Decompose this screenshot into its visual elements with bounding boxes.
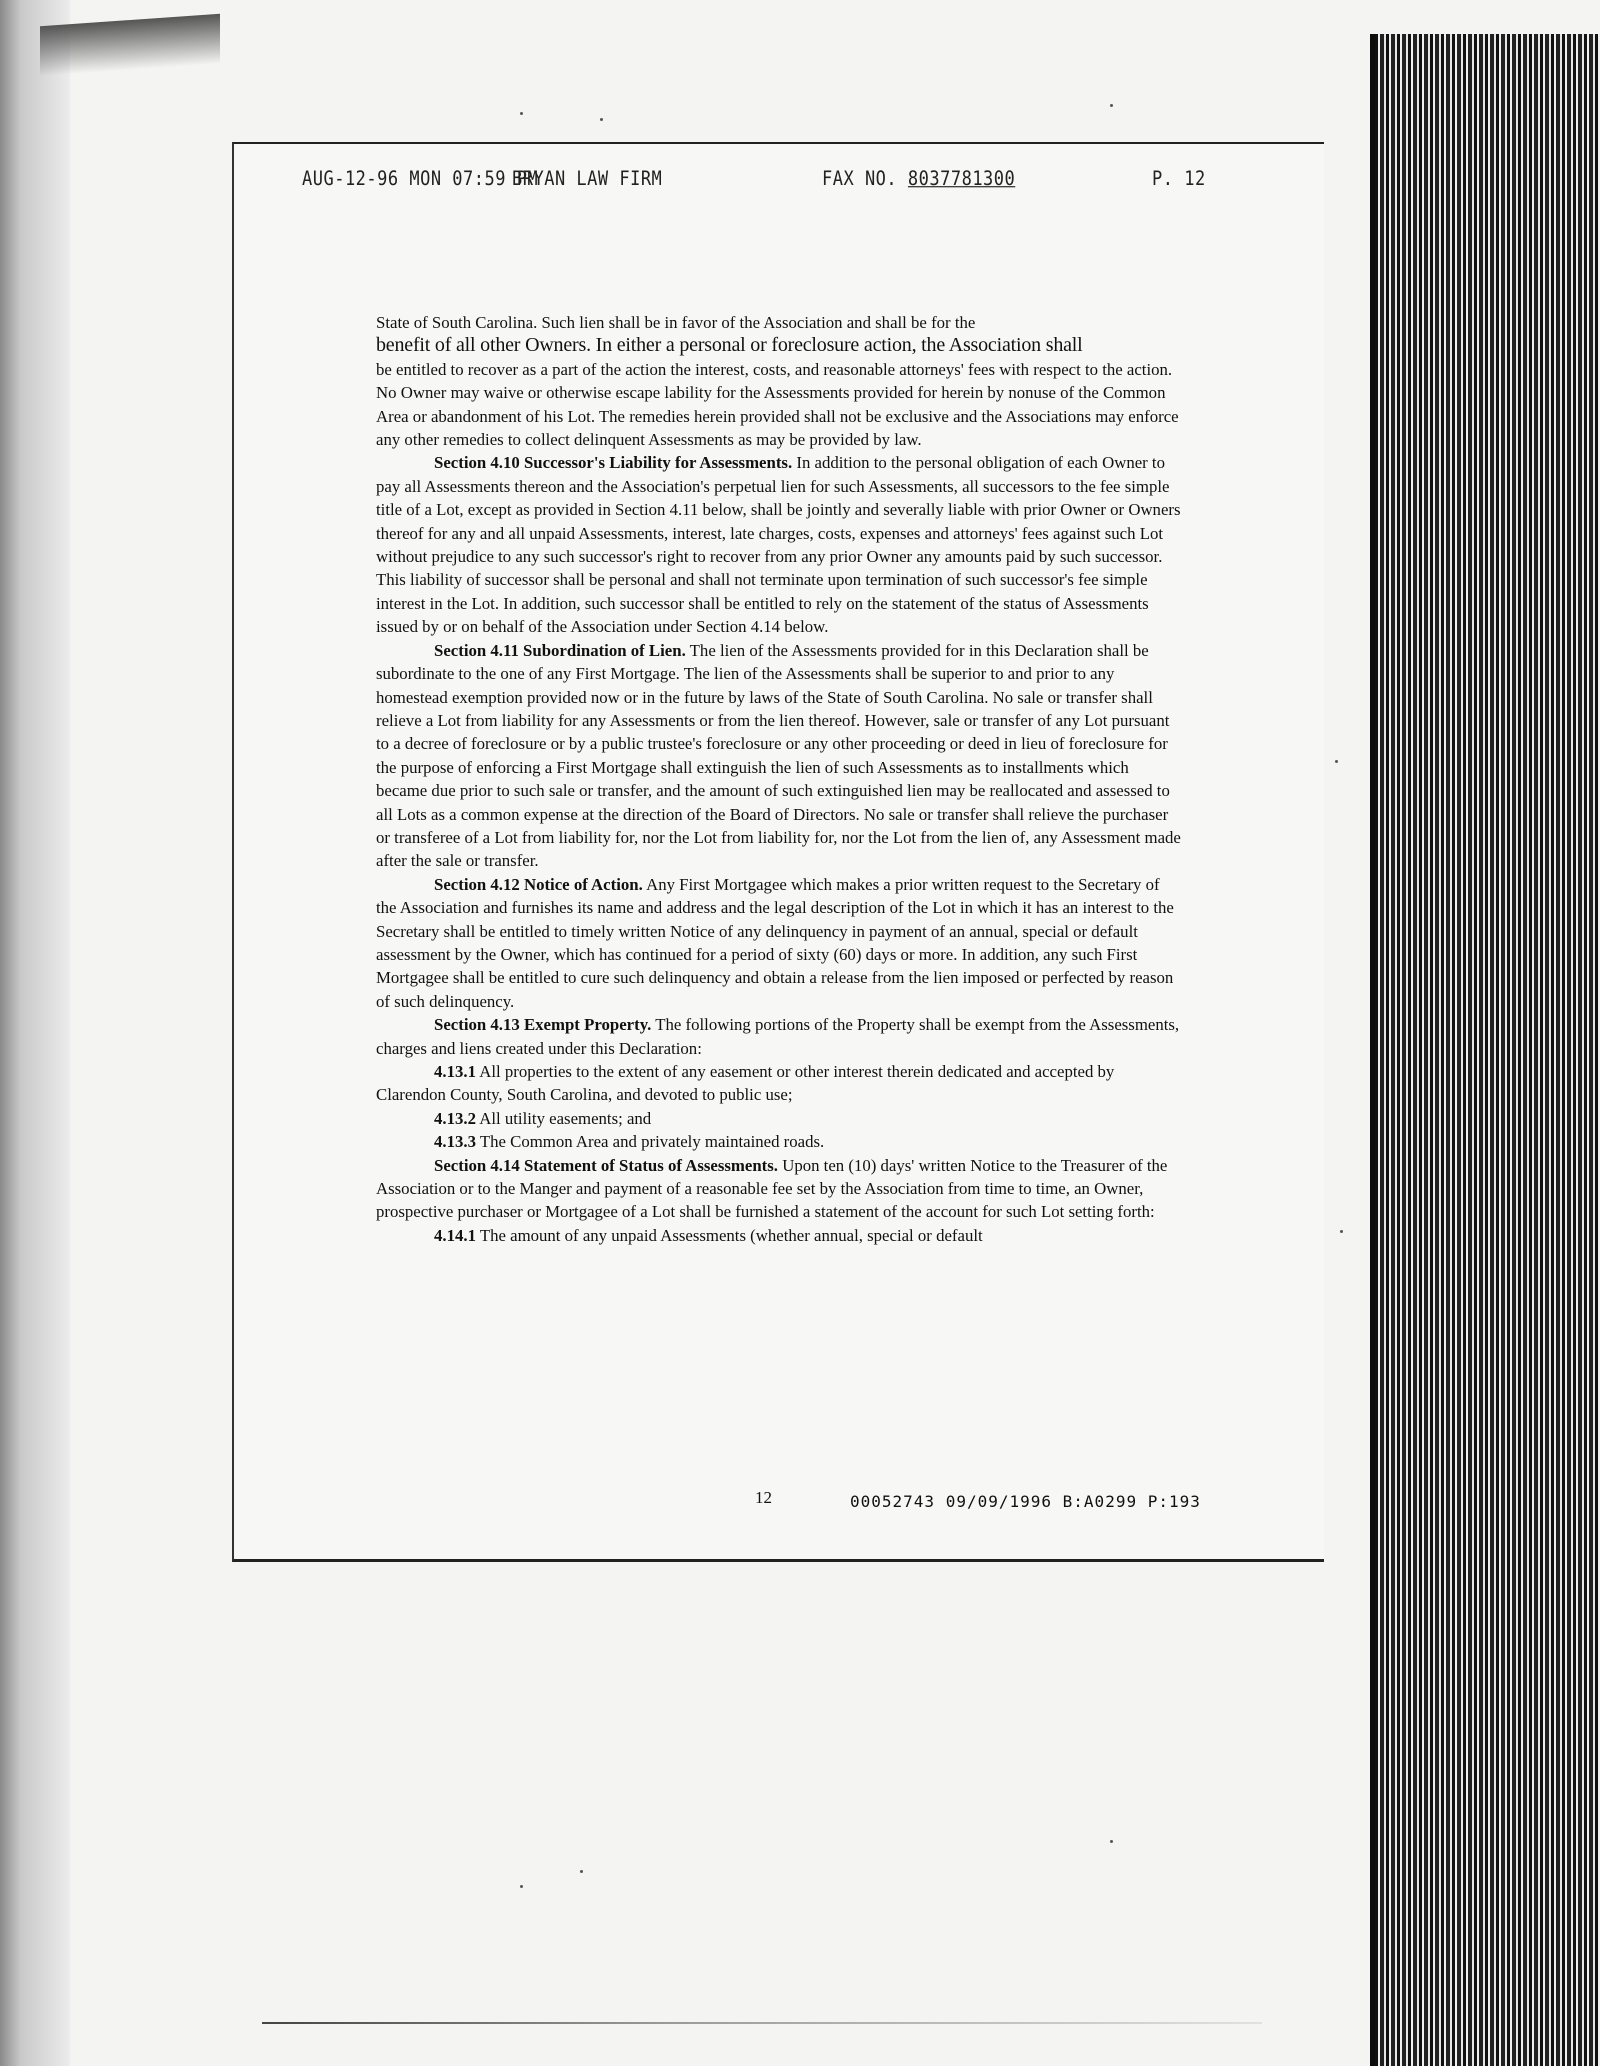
subsection-text: All utility easements; and (475, 1108, 652, 1128)
section-heading: Section 4.12 Notice of Action. (434, 874, 643, 894)
section-heading: Section 4.14 Statement of Status of Assessments. (434, 1155, 778, 1175)
document-body (376, 311, 1182, 1247)
subsection-number: 4.13.2 (434, 1108, 476, 1128)
fax-number: 8037781300 (907, 167, 1016, 191)
section-4-12 (376, 873, 1182, 1013)
subsection-text: The Common Area and privately maintained roads. (475, 1132, 825, 1152)
book-binding (1375, 34, 1600, 2066)
text-block: be entitled to recover as a part of the action the interest, costs, and reasonable attorneys' fees with respect to the action. No Owner may waive or otherwise escape lability for the Assessments provided for herein by nonuse of the Common Area or abandonment of his Lot. The remedies herein provided shall not be exclusive and the Associations may enforce any other remedies to collect delinquent Assessments as may be provided by law. (376, 359, 1179, 450)
fax-sender-firm: BRYAN LAW FIRM (512, 167, 663, 191)
text-line: benefit of all other Owners. In either a personal or foreclosure action, the Association shall (376, 334, 1083, 357)
subsection-4-13-2 (376, 1107, 1182, 1130)
subsection-4-14-1 (376, 1224, 1182, 1247)
fax-date-time: AUG-12-96 MON 07:59 PM (302, 167, 539, 191)
text-line: State of South Carolina. Such lien shall be in favor of the Association and shall be for the (376, 313, 976, 332)
section-4-10 (376, 451, 1182, 638)
subsection-text: All properties to the extent of any easement or other interest therein dedicated and accepted by Clarendon County, South Carolina, and devoted to public use; (376, 1062, 1115, 1105)
scan-left-shadow (0, 0, 70, 2066)
section-text: Upon ten (10) days' written Notice to the Treasurer of the Association or to the Manger and payment of a reasonable fee set by the Association from time to time, an Owner, prospective purchaser or Mortgagee of a Lot shall be furnished a statement of the account for such Lot setting forth: (376, 1155, 1168, 1222)
subsection-number: 4.13.1 (434, 1062, 476, 1081)
section-heading: Section 4.11 Subordination of Lien. (434, 640, 686, 660)
scan-bottom-edge (262, 2022, 1262, 2024)
recording-stamp: 00052743 09/09/1996 B:A0299 P:193 (850, 1492, 1201, 1511)
section-heading: Section 4.10 Successor's Liability for Assessments. (434, 453, 793, 473)
fax-label: FAX NO. (822, 167, 898, 191)
subsection-number: 4.14.1 (434, 1225, 476, 1245)
section-4-11 (376, 639, 1182, 873)
page-number: 12 (755, 1488, 772, 1507)
paragraph-continuation (376, 311, 1182, 451)
subsection-text: The amount of any unpaid Assessments (whether annual, special or default (475, 1225, 983, 1245)
subsection-4-13-1 (376, 1060, 1182, 1107)
section-heading: Section 4.13 Exempt Property. (434, 1015, 652, 1035)
section-text: In addition to the personal obligation of each Owner to pay all Assessments thereon and the Association's perpetual lien for such Assessments, all successors to the fee simple title of a Lot, except as provided in Section 4.11 below, shall be jointly and severally liable with prior Owner or Owners thereof for any and all unpaid Assessments, interest, late charges, costs, expenses and attorneys' fees against such Lot without prejudice to any such successor's right to recover from any prior Owner any amounts paid by such successor. This liability of successor shall be personal and shall not terminate upon termination of such successor's fee simple interest in the Lot. In addition, such successor shall be entitled to rely on the statement of the status of Assessments issued by or on behalf of the Association under Section 4.14 below. (376, 453, 1181, 637)
section-text: The following portions of the Property shall be exempt from the Assessments, charges and liens created under this Declaration: (376, 1015, 1180, 1058)
section-text: The lien of the Assessments provided for in this Declaration shall be subordinate to the one of any First Mortgage. The lien of the Assessments shall be superior to and prior to any homestead exemption provided now or in the future by laws of the State of South Carolina. No sale or transfer shall relieve a Lot from liability for any Assessments or from the lien thereof. However, sale or transfer of any Lot pursuant to a decree of foreclosure or by a public trustee's foreclosure or any other proceeding or deed in lieu of foreclosure for the purpose of enforcing a First Mortgage shall extinguish the lien of such Assessments as to installments which became due prior to such sale or transfer, and the amount of such extinguished lien may be reallocated and assessed to all Lots as a common expense at the direction of the Board of Directors. No sale or transfer shall relieve the purchaser or transferee of a Lot from liability for, nor the Lot from liability for, nor the Lot from the lien of, any Assessment made after the sale or transfer. (376, 640, 1181, 871)
fax-number-field (822, 168, 1015, 191)
section-4-13 (376, 1013, 1182, 1060)
fax-header (302, 168, 1262, 203)
section-4-14 (376, 1154, 1182, 1224)
subsection-4-13-3 (376, 1130, 1182, 1153)
section-text: Any First Mortgagee which makes a prior written request to the Secretary of the Association and furnishes its name and address and the legal description of the Lot in which it has an interest to the Secretary shall be entitled to timely written Notice of any delinquency in payment of an annual, special or default assessment by the Owner, which has continued for a period of sixty (60) days or more. In addition, any such First Mortgagee shall be entitled to cure such delinquency and obtain a release from the lien imposed or perfected by reason of such delinquency. (376, 874, 1174, 1011)
fax-page-number: P. 12 (1152, 167, 1206, 191)
subsection-number: 4.13.3 (434, 1132, 476, 1152)
